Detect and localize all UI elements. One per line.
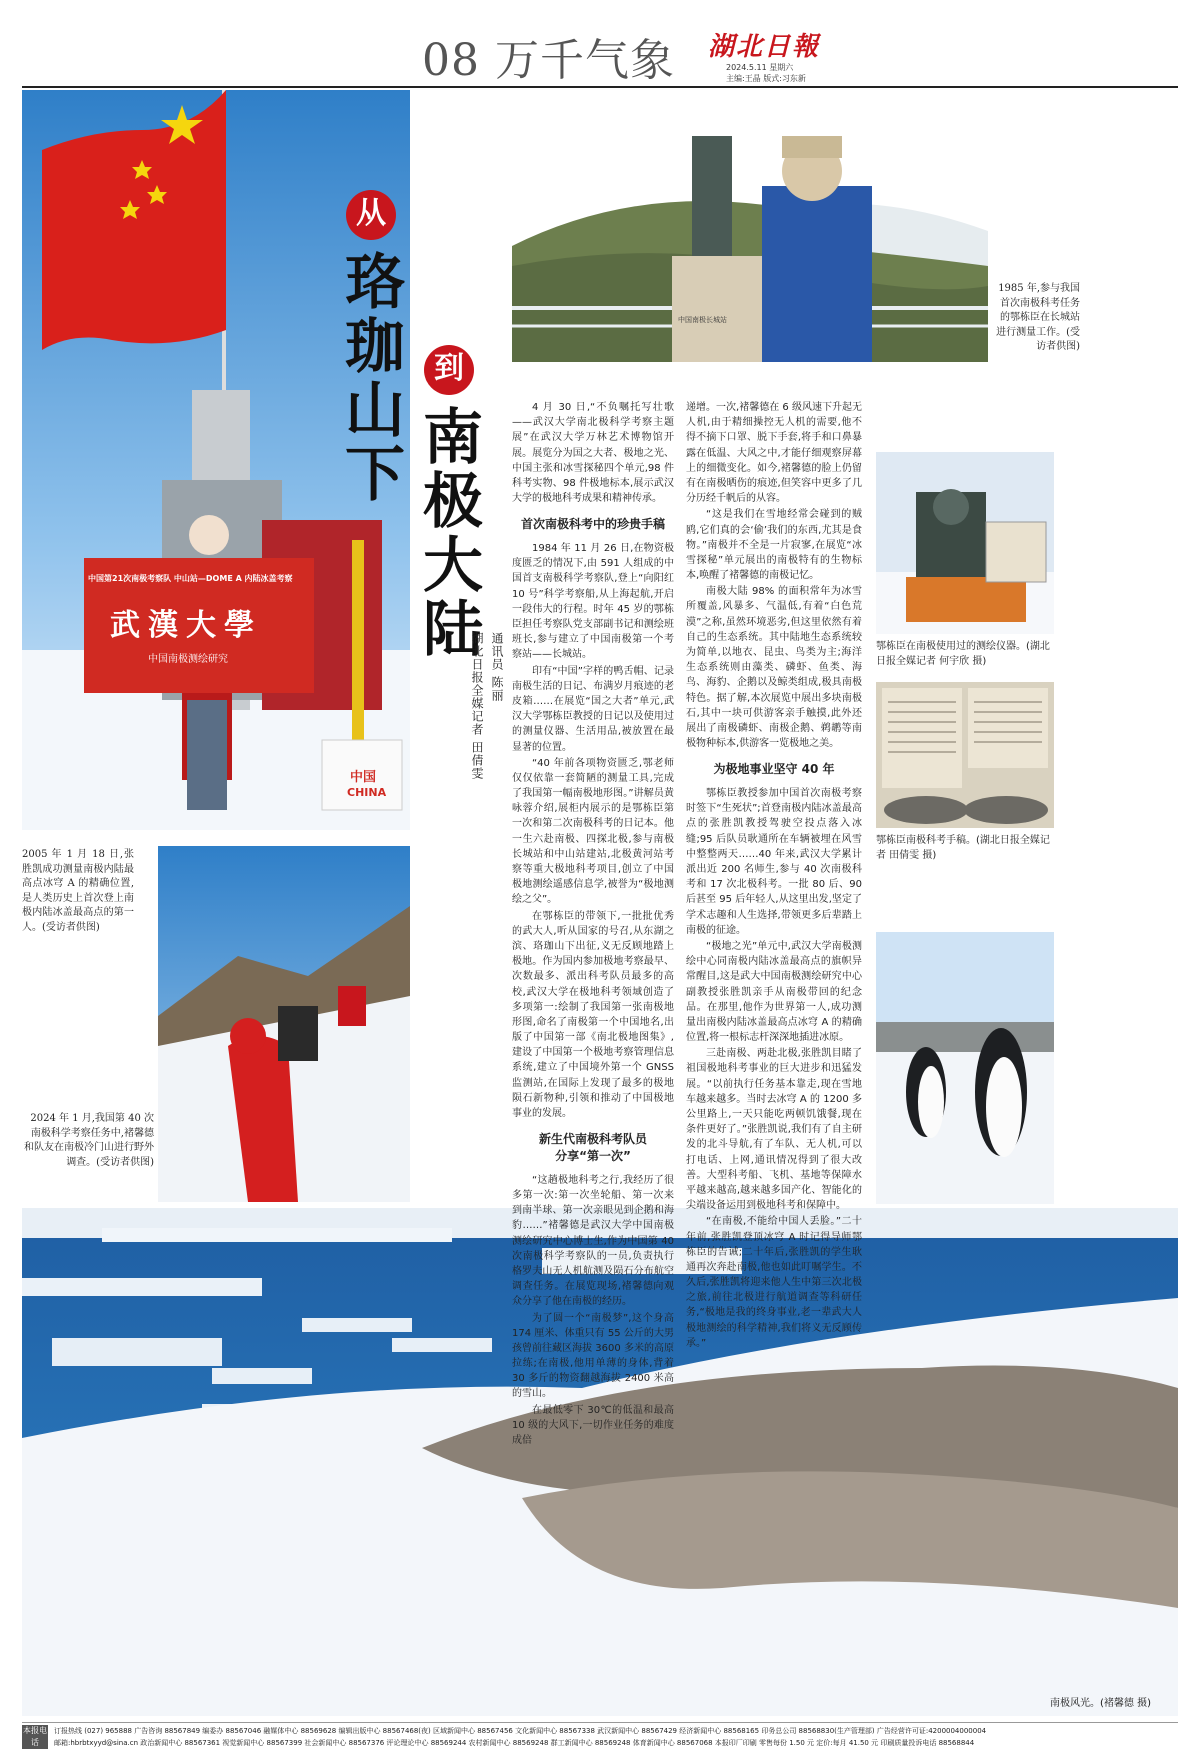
page-label: 08 万千气象 — [422, 35, 675, 86]
survey-photo — [512, 96, 988, 362]
caption-diary-photo: 鄂栋臣南极科考手稿。(湖北日报全媒记者 田倩雯 摄) — [876, 835, 1050, 861]
article-paragraph: 南极大陆 98% 的面积常年为冰雪所覆盖,风暴多、气温低,有着“白色荒漠”之称,虽然环境恶劣,但这里依然有着自己的生态系统。其中陆地生态系统较为简单,以地衣、昆虫、鸟类为主;海洋生态系统则由藻类、磷虾、鱼类、海鸟、海豹、企鹅以及鲸类组成,极具南极特色。据了解,本次展览中展出多块南极石,其中一块可供游客亲手触摸,此外还展出了南极磷虾、南极企鹅、鹈鹕等南极物种标本,供游客一览极地之美。 — [686, 586, 862, 750]
diary-photo — [876, 682, 1054, 828]
byline-reporter: 湖北日报全媒记者 田倩雯 — [470, 632, 484, 780]
section-heading: 为极地事业坚守 40 年 — [713, 762, 835, 777]
article-paragraph: “40 年前各项物资匮乏,鄂老师仅仅依靠一套简陋的测量工具,完成了我国第一幅南极地形图。”讲解员黄咏蓉介绍,展柜内展示的是鄂栋臣第一次和第二次南极科考的日记本。他一生六赴南极、四探北极,参与南极长城站和中山站建站,北极黄河站考察等重大极地科考项目,创立了中国极地测绘遥感信息学,被誉为“极地测绘之父”。 — [512, 757, 674, 906]
masthead — [22, 18, 1178, 86]
article-paragraph: “极地之光”单元中,武汉大学南极测绘中心同南极内陆冰盖最高点的旗帜异常醒目,这是武大中国南极测绘研究中心副教授张胜凯亲手从南极带回的纪念品。在那里,他作为世界第一人,成功测量出南极内陆冰盖最高点冰穹 A 的精确位置,将一根标志杆深深地插进冰原。 — [686, 940, 862, 1044]
article-paragraph: “这趟极地科考之行,我经历了很多第一次:第一次坐轮船、第一次来到南半球、第一次亲眼见到企鹅和海豹……”褚馨德是武汉大学中国南极测绘研究中心博士生,作为中国第 40 次南极科学考察队的一员,负责执行格罗夫山无人机航测及陨石分布航空调查任务。在展览现场,褚馨德向观众分享了他在南极的经历。 — [512, 1174, 674, 1308]
article-column-2 — [686, 400, 862, 1352]
caption-landscape-photo: 南极风光。(褚馨德 摄) — [1050, 1698, 1151, 1709]
marker-en-text: CHINA — [347, 786, 387, 799]
caption-flag-photo: 2005 年 1 月 18 日,张胜凯成功测量南极内陆最高点冰穹 A 的精确位置,是人类历史上首次登上南极内陆冰盖最高点的第一人。(受访者供图) — [22, 849, 134, 933]
article-paragraph: 三赴南极、两赴北极,张胜凯目睹了祖国极地科考事业的巨大进步和迅猛发展。“以前执行任务基本靠走,现在雪地车越来越多。当时去冰穹 A 的 1200 多公里路上,一天只能吃两顿饥饿餐,现在条件更好了。”张胜凯说,我们有了自主研发的北斗导航,有了车队、无人机,可以打电话、上网,通讯情况得到了很大改善。大型科考船、飞机、基地等保障水平越来越高,越来越多国产化、智能化的尖端设备运用到极地科考和保障中。 — [686, 1048, 862, 1212]
article-paragraph: 在鄂栋臣的带领下,一批批优秀的武大人,听从国家的号召,从东湖之滨、珞珈山下出征,义无反顾地踏上极地。作为国内参加极地考察最早、次数最多、派出科考队员最多的高校,武汉大学在极地科考领域创造了多项第一:绘制了我国第一张南极地形图,命名了南极第一个中国地名,出版了中国第一部《南北极地图集》,建设了中国第一个极地考察管理信息系统,建立了中国境外第一个 GNSS 监测站,在国际上发现了最多的极地陨石新物种,引领和推动了中国极地事业的发展。 — [512, 910, 674, 1120]
caption-survey-photo: 1985 年,参与我国首次南极科考任务的鄂栋臣在长城站进行测量工作。(受访者供图) — [996, 283, 1080, 352]
headline-line1: 珞珈山下 — [335, 250, 405, 506]
footer-tag: 本报电话 — [23, 1726, 47, 1747]
masthead-rule — [22, 86, 1178, 88]
article-paragraph: 为了圆一个“南极梦”,这个身高 174 厘米、体重只有 55 公斤的大男孩曾前往藏区海拔 3600 多米的高原拉练;在南极,他用单薄的身体,背着 30 多斤的物资翻越海拔 2400 米高的雪山。 — [512, 1312, 674, 1400]
article-paragraph: 印有“中国”字样的鸭舌帽、记录南极生活的日记、布满岁月痕迹的老皮箱……在展览“国之大者”单元,武汉大学鄂栋臣教授的日记以及使用过的测量仪器、生活用品,被放置在最显著的位置。 — [512, 665, 674, 753]
article-paragraph: 4 月 30 日,“不负嘱托写壮歌——武汉大学南北极科学考察主题展”在武汉大学万林艺术博物馆开展。展览分为国之大者、极地之光、中国主张和冰雪探秘四个单元,98 件科考实物、98 件极地标本,展示武汉大学的极地科考成果和精神传承。 — [512, 402, 674, 505]
footer-line-2: 邮箱:hbrbtxyyd@sina.cn 政治新闻中心 88567361 视觉新闻中心 88567399 社会新闻中心 88567376 评论理论中心 88569244 农村新闻中心 88569248 群工新闻中心 88569248 体育新闻中心 88567068 本报印厂印刷 零售每份 1.50 元 定价:每月 41.50 元 印刷质量投诉电话 88568844 — [54, 1739, 975, 1747]
plaque-text: 中国南极长城站 — [678, 316, 727, 324]
article-paragraph: 递增。一次,褚馨德在 6 级风速下升起无人机,由于精细操控无人机的需要,他不得不摘下口罩、脱下手套,将手和口鼻暴露在低温、大风之中,才能仔细观察屏幕上的细微变化。如今,褚馨德的脸上仍留有在南极晒伤的痕迹,但笑容中更多了几分历经千帆后的从容。 — [686, 402, 862, 505]
headline-from-char: 从 — [346, 190, 396, 240]
instrument-photo — [876, 452, 1054, 634]
article-paragraph: “这是我们在雪地经常会碰到的贼鸥,它们真的会‘偷’我们的东西,尤其是食物。”南极并不全是一片寂寥,在展览“冰雪探秘”单元展出的南极特有的生物标本,唤醒了褚馨德的南极记忆。 — [686, 509, 862, 582]
headline-to-char: 到 — [424, 345, 474, 395]
section-heading: 首次南极科考中的珍贵手稿 — [520, 517, 665, 532]
footer-line-1: 订报热线 (027) 965888 广告咨询 88567849 编委办 88567046 融媒体中心 88569628 编辑出版中心 88567468(夜) 区域新闻中心 88567456 文化新闻中心 88567338 武汉新闻中心 88567429 经济新闻中心 88568165 印务总公司 88568830(生产管理部) 广告经营许可证:4200004000004 — [54, 1727, 987, 1735]
issue-date: 2024.5.11 星期六 — [726, 63, 794, 72]
article-paragraph: 在最低零下 30℃的低温和最高 10 级的大风下,一切作业任务的难度成倍 — [512, 1404, 674, 1447]
byline-correspondent: 通讯员 陈丽 — [490, 632, 504, 702]
caption-instrument-photo: 鄂栋臣在南极使用过的测绘仪器。(湖北日报全媒记者 何宇欣 摄) — [876, 641, 1050, 667]
article-column-1 — [512, 400, 674, 1449]
section-heading: 新生代南极科考队员 分享“第一次” — [538, 1132, 647, 1164]
penguin-photo — [876, 932, 1054, 1204]
banner-top-text: 中国第21次南极考察队 中山站—DOME A 内陆冰盖考察 — [88, 574, 293, 583]
caption-hikers-photo: 2024 年 1 月,我国第 40 次南极科学考察任务中,褚馨德和队友在南极冷门山进行野外调查。(受访者供图) — [24, 1113, 154, 1168]
footer — [22, 1722, 1178, 1750]
article-paragraph: “在南极,不能给中国人丢脸。”二十年前,张胜凯登顶冰穹 A 时记得导师鄂栋臣的告诫;二十年后,张胜凯的学生耿通再次奔赴南极,他也如此叮嘱学生。不久后,张胜凯将迎来他人生中第三次北极之旅,前往北极进行航道调查等科研任务,“极地是我的终身事业,老一辈武大人极地测绘的科学精神,我们将义无反顾传承。” — [686, 1216, 862, 1349]
marker-cn-text: 中国 — [350, 770, 377, 785]
hikers-photo — [158, 846, 410, 1202]
article-paragraph: 1984 年 11 月 26 日,在物资极度匮乏的情况下,由 591 人组成的中国首支南极科学考察队,登上“向阳红 10 号”科学考察船,从上海起航,开启一段伟大的行程。时年 45 岁的鄂栋臣担任考察队党支部副书记和测绘班班长,参与建立了中国南极第一个考察站——长城站。 — [512, 543, 674, 661]
banner-bottom-text: 中国南极测绘研究 — [148, 654, 228, 665]
issue-line — [726, 62, 806, 84]
issue-editors: 主编:王晶 版式:习东新 — [726, 74, 806, 83]
headline-line2: 南极大陆 — [413, 405, 483, 661]
banner-main-text: 武漢大學 — [110, 608, 262, 643]
article-paragraph: 鄂栋臣教授参加中国首次南极考察时签下“生死状”;首登南极内陆冰盖最高点的张胜凯教授驾驶空投点落入冰缝;95 后队员耿通所在车辆被埋在风雪中整整两天……40 年来,武汉大学累计派出近 200 名师生,参与 40 次南极科考和 17 次北极科考。一批 80 后、90 后甚至 95 后年轻人,从这里出发,坚定了学术志趣和人生选择,带领更多后辈踏上南极的征途。 — [686, 788, 862, 936]
newspaper-logo: 湖北日報 — [708, 32, 821, 62]
